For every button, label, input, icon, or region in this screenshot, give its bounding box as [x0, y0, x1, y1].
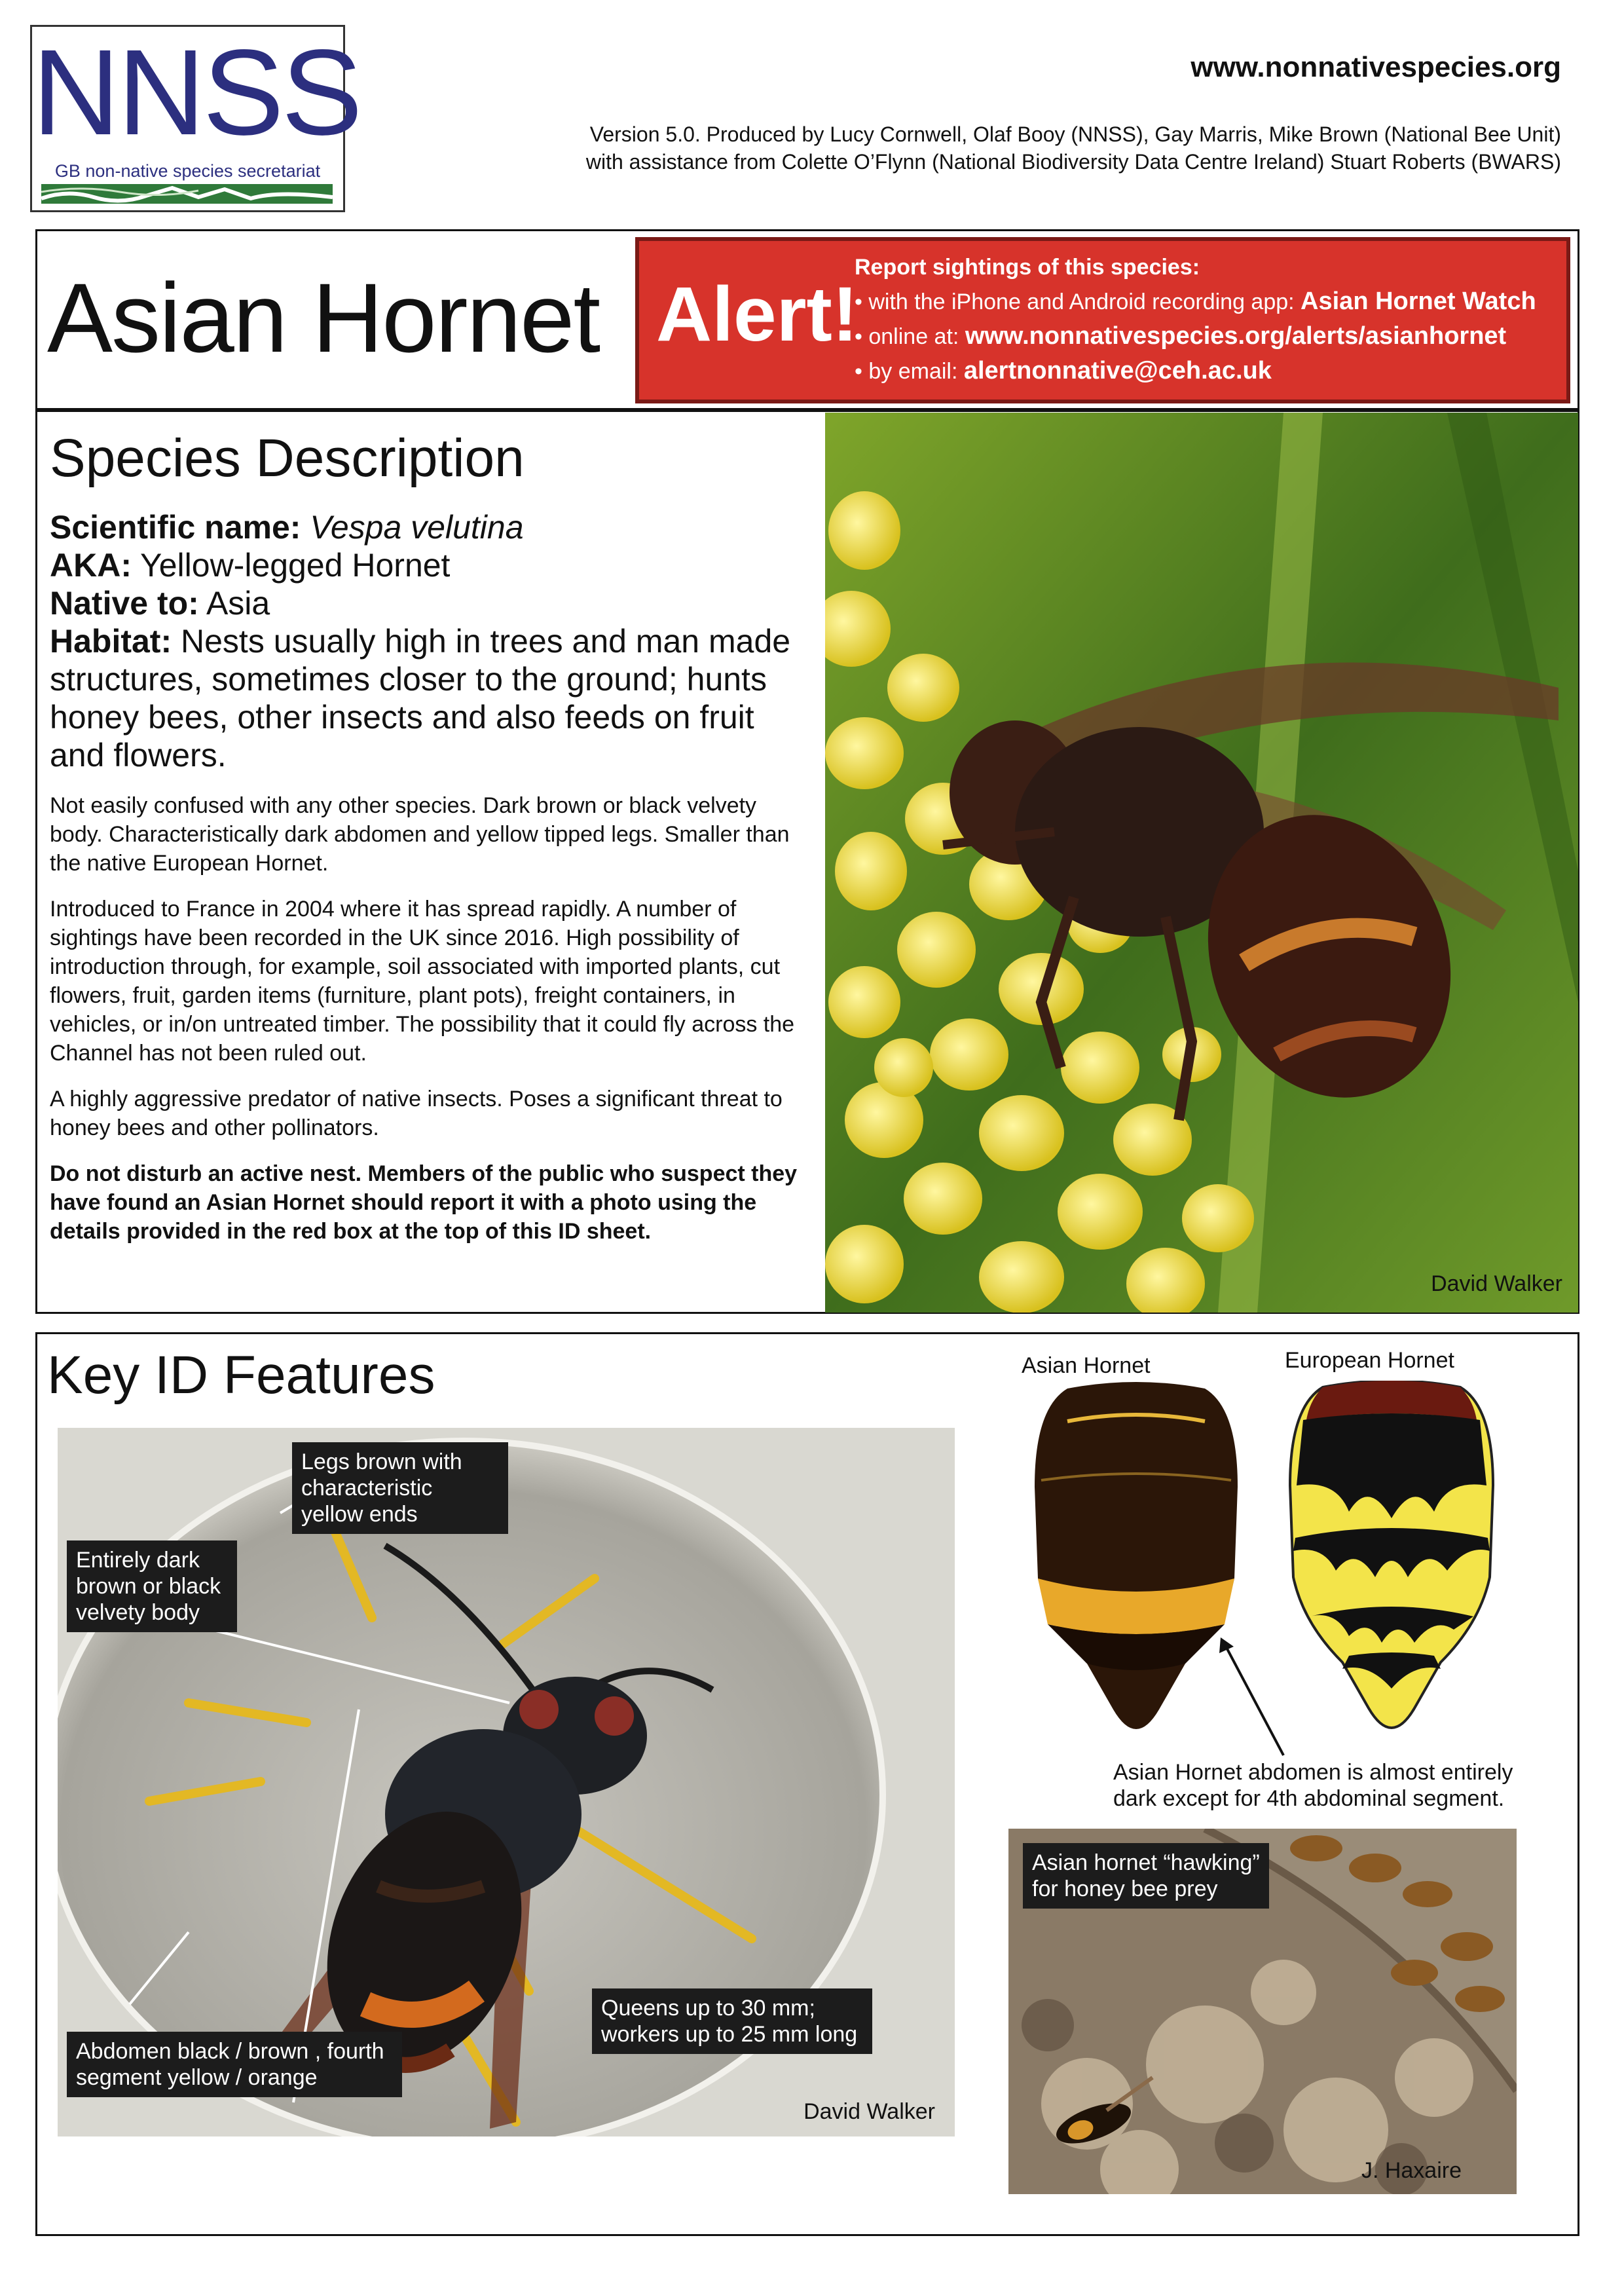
- scientific-label: Scientific name:: [50, 509, 301, 546]
- report-app-line: • with the iPhone and Android recording app: Asian Hornet Watch: [855, 288, 1536, 315]
- report-instructions: [855, 250, 1536, 388]
- report-heading: Report sightings of this species:: [855, 255, 1200, 280]
- logo-subtitle: GB non-native species secretariat: [54, 161, 321, 181]
- key-features-heading: Key ID Features: [47, 1345, 435, 1405]
- version-line-1: Version 5.0. Produced by Lucy Cornwell, Olaf Booy (NNSS), Gay Marris, Mike Brown (National Bee Unit): [589, 122, 1561, 146]
- version-line-2: with assistance from Colette O’Flynn (National Biodiversity Data Centre Ireland) Stuart Roberts (BWARS): [585, 150, 1561, 174]
- aka-label: AKA:: [50, 547, 132, 584]
- nnss-logo: [30, 25, 360, 212]
- photo-credit-2: David Walker: [803, 2099, 935, 2124]
- email-address[interactable]: alertnonnative@ceh.ac.uk: [963, 357, 1272, 384]
- asian-hornet-label: Asian Hornet: [1022, 1353, 1151, 1378]
- habitat-label: Habitat:: [50, 623, 172, 660]
- asian-abdomen-diagram: [1028, 1382, 1244, 1762]
- online-url[interactable]: www.nonnativespecies.org/alerts/asianhornet: [965, 322, 1507, 350]
- callout-legs: Legs brown with characteristic yellow ends: [292, 1442, 508, 1534]
- photo-credit-1: David Walker: [1431, 1271, 1562, 1296]
- app-name[interactable]: Asian Hornet Watch: [1301, 288, 1536, 315]
- callout-abdomen: Abdomen black / brown , fourth segment yellow / orange: [67, 2032, 402, 2097]
- callout-size: Queens up to 30 mm; workers up to 25 mm long: [592, 1988, 872, 2054]
- description-para-1: Not easily confused with any other species. Dark brown or black velvety body. Characteristically dark abdomen and yellow tipped legs. Smaller than the native European Hornet.: [50, 793, 790, 876]
- abdomen-caption-line-1: Asian Hornet abdomen is almost entirely: [1113, 1760, 1513, 1785]
- logo-wave-icon: [41, 184, 333, 204]
- logo-text: NNSS: [32, 25, 360, 160]
- version-credits: [448, 121, 1561, 176]
- alert-word: Alert!: [656, 271, 858, 358]
- hornet-on-flowers-photo: [825, 413, 1578, 1313]
- report-email-line: • by email: alertnonnative@ceh.ac.uk: [855, 357, 1272, 384]
- page-title: Asian Hornet: [47, 263, 600, 373]
- scientific-value: Vespa velutina: [310, 509, 524, 546]
- european-hornet-label: European Hornet: [1285, 1348, 1454, 1373]
- native-value: Asia: [206, 585, 270, 622]
- email-prefix: by email:: [868, 359, 964, 384]
- hornet-specimen-photo: [58, 1428, 955, 2136]
- scientific-name: [50, 508, 803, 546]
- app-prefix: with the iPhone and Android recording app:: [868, 289, 1301, 314]
- callout-hawking: Asian hornet “hawking” for honey bee prey: [1023, 1843, 1269, 1909]
- description-heading: Species Description: [50, 428, 525, 488]
- european-abdomen-diagram: [1283, 1381, 1500, 1761]
- aka-value: Yellow-legged Hornet: [139, 547, 451, 584]
- aka: [50, 546, 803, 584]
- online-prefix: online at:: [868, 324, 965, 349]
- abdomen-pointer-arrow: [1218, 1637, 1297, 1768]
- description-para-4: Do not disturb an active nest. Members of the public who suspect they have found an Asian Hornet should report it with a photo using the details provided in the red box at the top of this ID sheet.: [50, 1161, 798, 1244]
- description-para-2: Introduced to France in 2004 where it has spread rapidly. A number of sightings have been recorded in the UK since 2016. High possibility of introduction through, for example, soil associated with imported plants, cut flowers, fruit, garden items (furniture, plant pots), freight containers, in vehicles, or in/on untreated timber. The possibility that it could fly across the Channel has not been ruled out.: [50, 897, 795, 1066]
- photo-credit-3: J. Haxaire: [1361, 2158, 1462, 2183]
- species-description: [50, 426, 803, 1246]
- website-url[interactable]: www.nonnativespecies.org: [1190, 51, 1561, 83]
- habitat: [50, 622, 803, 774]
- native-to: [50, 584, 803, 622]
- report-online-line: • online at: www.nonnativespecies.org/alerts/asianhornet: [855, 322, 1507, 350]
- native-label: Native to:: [50, 585, 199, 622]
- abdomen-caption: [1113, 1759, 1513, 1812]
- hawking-hornet-photo: [1008, 1829, 1517, 2194]
- abdomen-caption-line-2: dark except for 4th abdominal segment.: [1113, 1786, 1505, 1811]
- description-para-3: A highly aggressive predator of native insects. Poses a significant threat to honey bees and other pollinators.: [50, 1087, 783, 1140]
- habitat-value: Nests usually high in trees and man made structures, sometimes closer to the ground; hunts honey bees, other insects and also feeds on fruit and flowers.: [50, 623, 791, 774]
- callout-body: Entirely dark brown or black velvety body: [67, 1540, 237, 1632]
